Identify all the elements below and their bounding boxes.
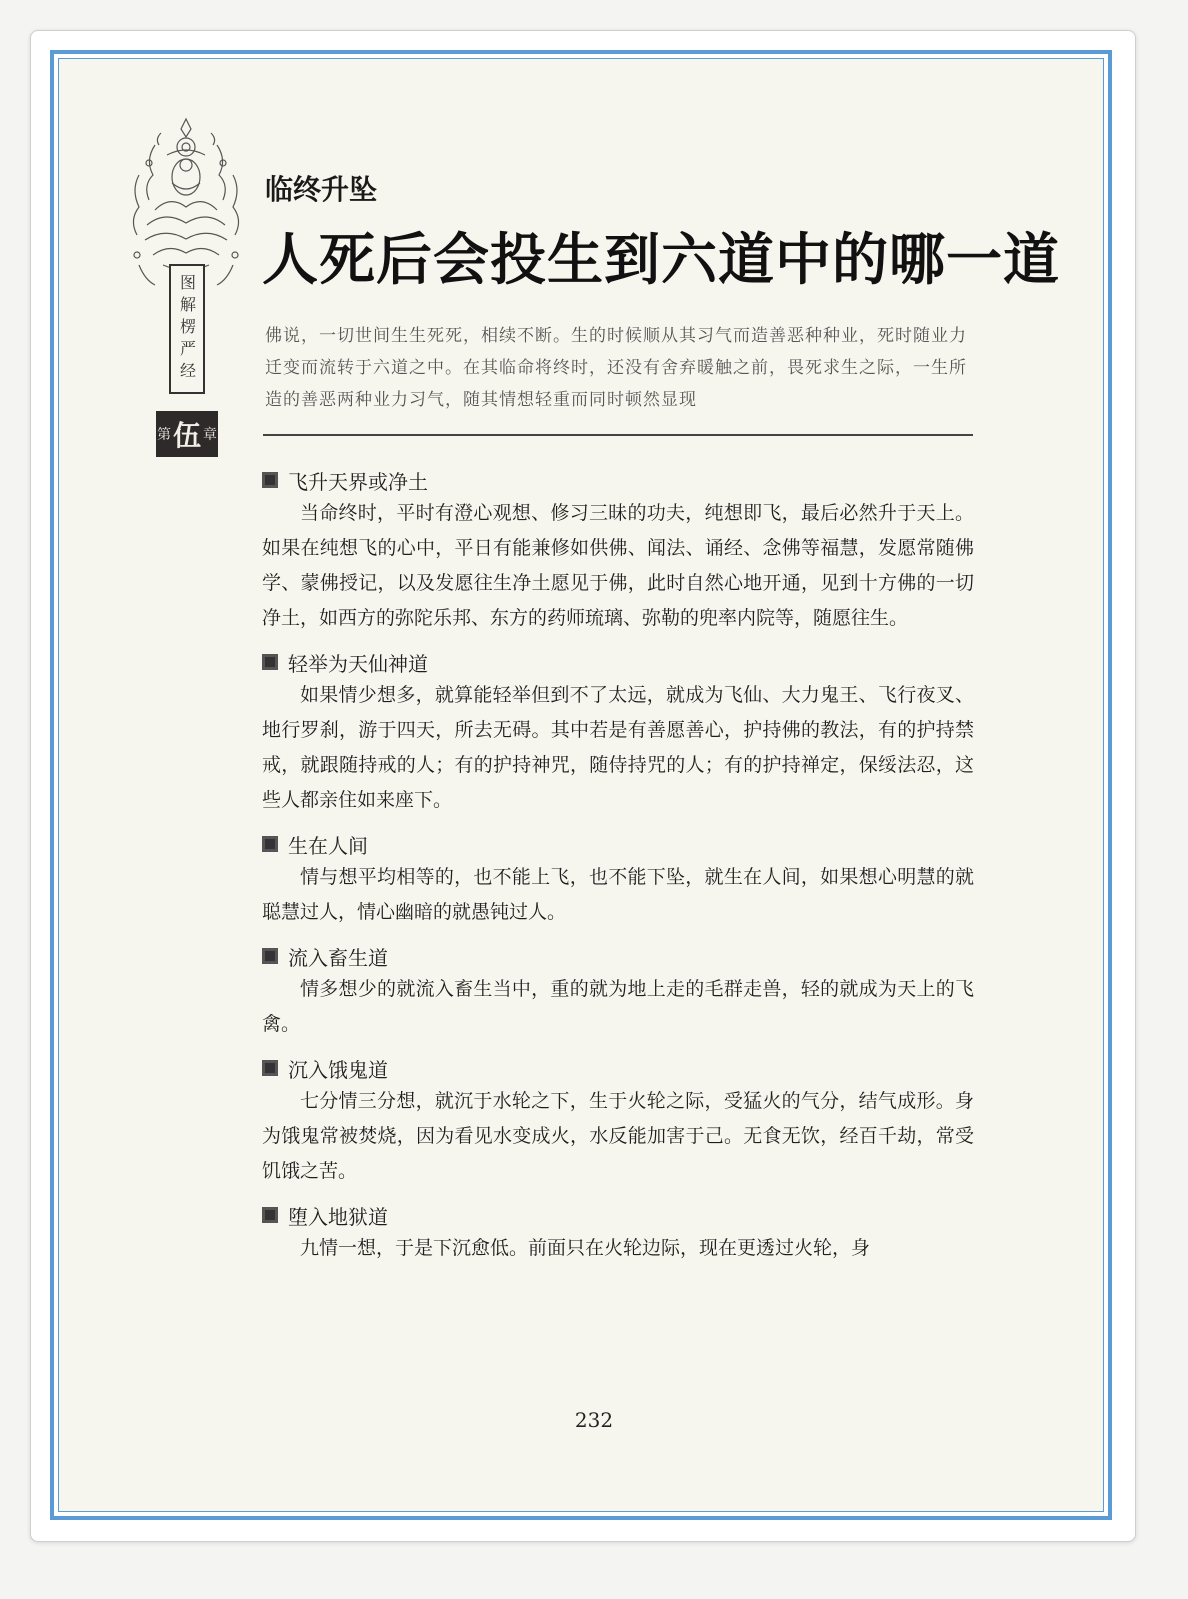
section-square-icon (262, 948, 278, 964)
section-square-icon (262, 1207, 278, 1223)
section-subtitle: 临终升坠 (265, 173, 378, 206)
section-body: 情与想平均相等的，也不能上飞，也不能下坠，就生在人间，如果想心明慧的就聪慧过人，情心幽暗的就愚钝过人。 (262, 866, 974, 923)
section-body: 当命终时，平时有澄心观想、修习三昧的功夫，纯想即飞，最后必然升于天上。如果在纯想飞的心中，平日有能兼修如供佛、闻法、诵经、念佛等福慧，发愿常随佛学、蒙佛授记，以及发愿往生净土愿见于佛，此时自然心地开通，见到十方佛的一切净土，如西方的弥陀乐邦、东方的药师琉璃、弥勒的兜率内院等，随愿往生。 (262, 502, 974, 629)
section-heaven (262, 464, 974, 636)
section-immortal (262, 646, 974, 818)
section-heading-text: 轻举为天仙神道 (288, 651, 428, 676)
section-body: 情多想少的就流入畜生当中，重的就为地上走的毛群走兽，轻的就成为天上的飞禽。 (262, 978, 974, 1035)
book-series-label (169, 264, 205, 394)
section-hell (262, 1199, 974, 1266)
section-heading (262, 464, 974, 496)
section-heading (262, 828, 974, 860)
chapter-suffix: 章 (203, 427, 217, 443)
page-title: 人死后会投生到六道中的哪一道 (262, 227, 1060, 293)
section-heading (262, 646, 974, 678)
section-square-icon (262, 1060, 278, 1076)
section-animal (262, 940, 974, 1042)
section-body: 九情一想，于是下沉愈低。前面只在火轮边际，现在更透过火轮，身 (300, 1237, 871, 1259)
section-body: 七分情三分想，就沉于水轮之下，生于火轮之际，受猛火的气分，结气成形。身为饿鬼常被焚烧，因为看见水变成火，水反能加害于己。无食无饮，经百千劫，常受饥饿之苦。 (262, 1090, 974, 1182)
section-square-icon (262, 654, 278, 670)
main-content (262, 464, 974, 1276)
section-human (262, 828, 974, 930)
section-heading-text: 飞升天界或净土 (288, 469, 428, 494)
vertical-label-text: 图解楞严经 (177, 274, 197, 384)
section-heading-text: 流入畜生道 (288, 945, 388, 970)
section-heading (262, 1199, 974, 1231)
section-heading-text: 沉入饿鬼道 (288, 1057, 388, 1082)
chapter-prefix: 第 (156, 427, 171, 443)
section-square-icon (262, 472, 278, 488)
section-heading (262, 940, 974, 972)
section-body: 如果情少想多，就算能轻举但到不了太远，就成为飞仙、大力鬼王、飞行夜叉、地行罗刹，游于四天，所去无碍。其中若是有善愿善心，护持佛的教法，有的护持禁戒，就跟随持戒的人；有的护持神咒，随侍持咒的人；有的护持禅定，保绥法忍，这些人都亲住如来座下。 (262, 684, 974, 811)
section-ghost (262, 1052, 974, 1189)
section-heading-text: 生在人间 (288, 833, 368, 858)
intro-paragraph: 佛说，一切世间生生死死，相续不断。生的时候顺从其习气而造善恶种种业，死时随业力迁变而流转于六道之中。在其临命将终时，还没有舍弃暖触之前，畏死求生之际，一生所造的善恶两种业力习气，随其情想轻重而同时顿然显现 (265, 326, 967, 410)
section-square-icon (262, 836, 278, 852)
chapter-badge (156, 411, 218, 457)
page-number: 232 (574, 1408, 614, 1432)
chapter-number: 伍 (172, 419, 201, 452)
section-heading-text: 堕入地狱道 (288, 1204, 388, 1229)
divider-line (263, 434, 973, 436)
section-heading (262, 1052, 974, 1084)
